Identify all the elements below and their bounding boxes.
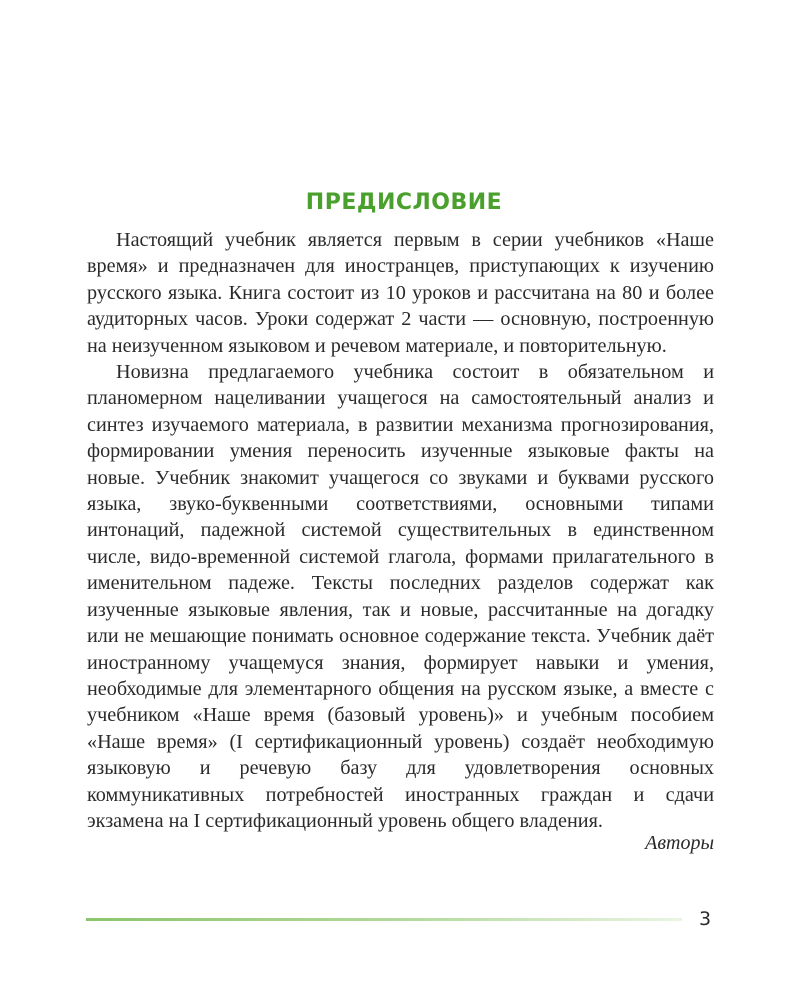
footer-rule: [86, 918, 682, 921]
signature: Авторы: [645, 832, 714, 854]
page-number: 3: [698, 908, 712, 930]
page-title: ПРЕДИСЛОВИЕ: [305, 190, 503, 215]
paragraph-1: Настоящий учебник является первым в серии учебников «Наше время» и предназначен для иностранцев, приступающих к изучению русского языка. Книга состоит из 10 уроков и рассчитана на 80 и более аудиторных часов. Уроки содержат 2 части — основную, построенную на неизученном языковом и речевом материале, и повторительную.: [87, 229, 714, 357]
paragraph-2: Новизна предлагаемого учебника состоит в обязательном и планомерном нацеливании учащегося на самостоятельный анализ и синтез изучаемого материала, в развитии механизма прогнозирования, формировании умения переносить изученные языковые факты на новые. Учебник знакомит учащегося со звуками и буквами русского языка, звуко-буквенными соответствиями, основными типами интонаций, падежной системой существительных в единственном числе, видо-временной системой глагола, формами прилагательного в именительном падеже. Тексты последних разделов содержат как изученные языковые явления, так и новые, рассчитанные на догадку или не мешающие понимать основное содержание текста. Учебник даёт иностранному учащемуся знания, формирует навыки и умения, необходимые для элементарного общения на русском языке, а вместе с учебником «Наше время (базовый уровень)» и учебным пособием «Наше время» (I сертификационный уровень) создаёт необходимую языковую и речевую базу для удовлетворения основных коммуникативных потребностей иностранных граждан и сдачи экзамена на I сертификационный уровень общего владения.: [87, 361, 714, 832]
preface-body: [87, 227, 714, 834]
